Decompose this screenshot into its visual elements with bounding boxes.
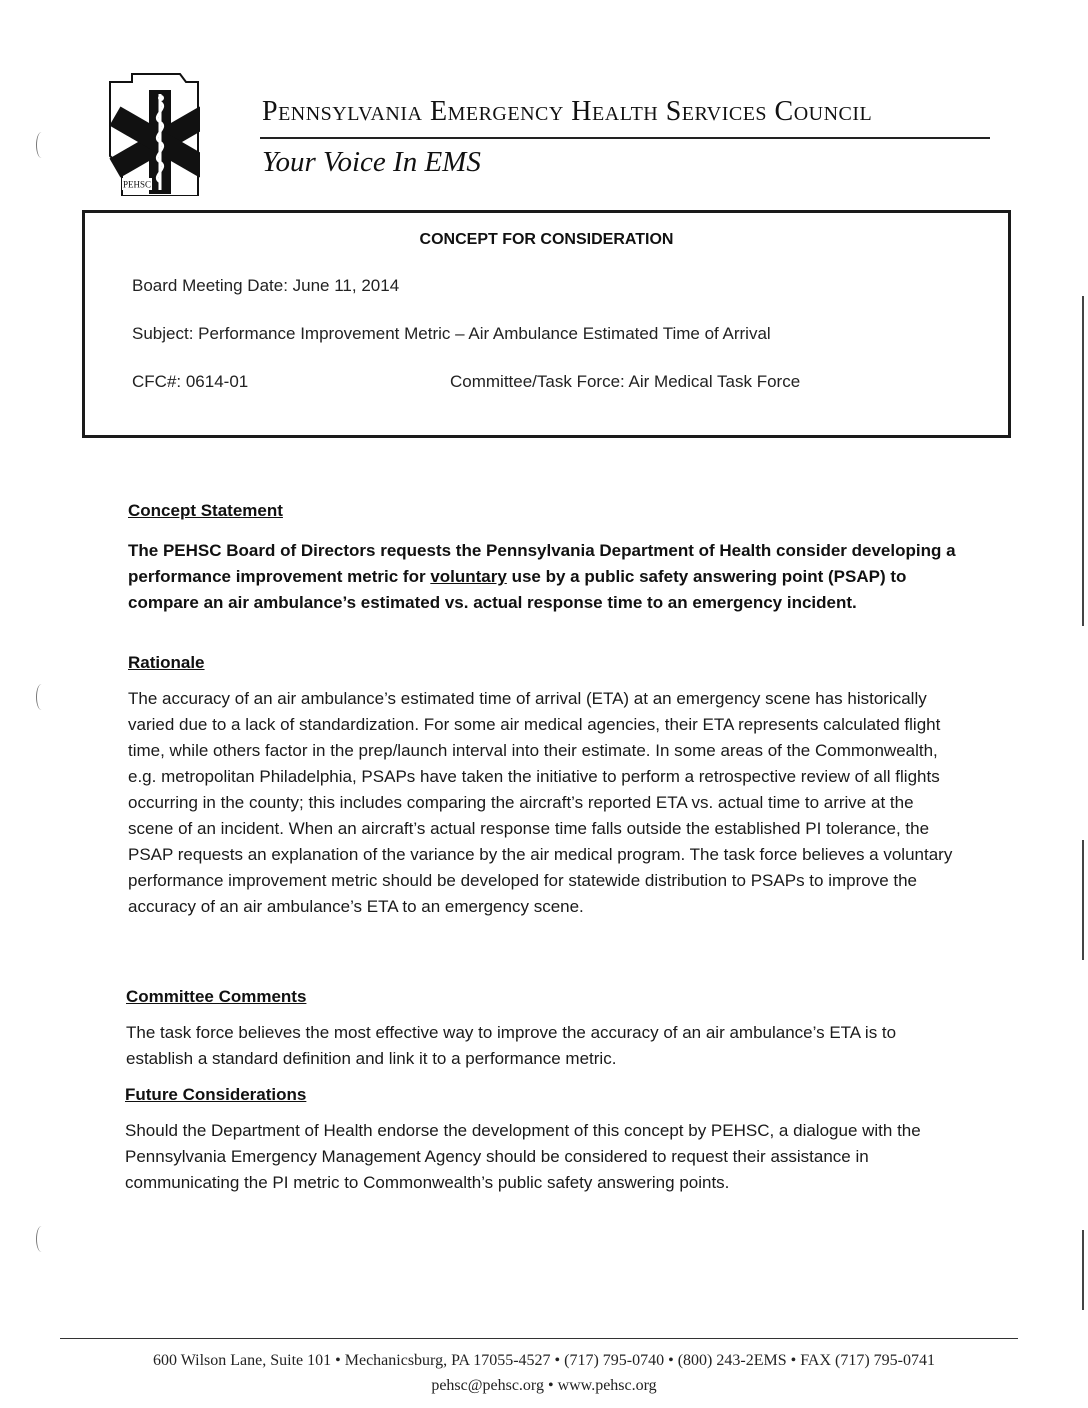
committee-comments-text: The task force believes the most effective way to improve the accuracy of an air ambulance’s ETA is to establish a standard definition and link it to a performance metric. [126, 1023, 897, 1068]
hole-punch-mark [36, 684, 47, 710]
header-rule [260, 137, 990, 139]
concept-statement-text [128, 538, 958, 616]
cfc-number: CFC#: 0614-01 [132, 372, 249, 391]
concept-text-start: The PEHSC Board of Directors requests the Pennsylvania Department of Health consider developing a performance improvement metric for [128, 541, 956, 586]
logo-label: PEHSC [122, 179, 152, 190]
hole-punch-mark [36, 1226, 47, 1252]
organization-name: Pennsylvania Emergency Health Services Council [262, 96, 873, 127]
committee-comments-section [126, 986, 956, 1072]
scan-edge-mark [1082, 840, 1084, 960]
pehsc-star-of-life-logo [100, 72, 200, 196]
section-heading: Committee Comments [126, 987, 307, 1006]
tagline: Your Voice In EMS [262, 146, 481, 178]
future-considerations-section [125, 1084, 955, 1196]
footer-rule [60, 1338, 1018, 1339]
section-heading: Concept Statement [128, 501, 283, 520]
concept-statement-section [128, 500, 958, 616]
subject-line: Subject: Performance Improvement Metric – Air Ambulance Estimated Time of Arrival [132, 324, 771, 343]
footer-contact: pehsc@pehsc.org • www.pehsc.org [431, 1377, 657, 1394]
section-heading: Future Considerations [125, 1085, 307, 1104]
scan-edge-mark [1082, 296, 1084, 626]
hole-punch-mark [36, 132, 47, 158]
voluntary-emphasis: voluntary [430, 567, 507, 586]
rationale-section [128, 652, 958, 920]
board-meeting-date: Board Meeting Date: June 11, 2014 [132, 276, 400, 295]
committee-task-force: Committee/Task Force: Air Medical Task Force [450, 372, 801, 391]
concept-info-box [82, 210, 1011, 438]
concept-text-end: use by a public safety answering point (PSAP) to compare an air ambulance’s estimated vs. actual response time to an emergency incident. [128, 567, 907, 612]
future-considerations-text: Should the Department of Health endorse the development of this concept by PEHSC, a dialogue with the Pennsylvania Emergency Management Agency should be considered to request their assistance in communicating the PI metric to Commonwealth’s public safety answering points. [125, 1121, 921, 1192]
section-heading: Rationale [128, 653, 205, 672]
concept-box-title: CONCEPT FOR CONSIDERATION [419, 231, 674, 248]
footer-address: 600 Wilson Lane, Suite 101 • Mechanicsburg, PA 17055-4527 • (717) 795-0740 • (800) 243-2EMS • FAX (717) 795-0741 [152, 1352, 935, 1369]
rationale-text: The accuracy of an air ambulance’s estimated time of arrival (ETA) at an emergency scene has historically varied due to a lack of standardization. For some air medical agencies, their ETA represents calculated flight time, while others factor in the prep/launch interval into their estimate. In some areas of the Commonwealth, e.g. metropolitan Philadelphia, PSAPs have taken the initiative to perform a retrospective review of all flights occurring in the county; this includes comparing the aircraft’s reported ETA vs. actual time to arrive at the scene of an incident. When an aircraft’s actual response time falls outside the established PI tolerance, the PSAP requests an explanation of the variance by the air medical program. The task force believes a voluntary performance improvement metric should be developed for statewide distribution to PSAPs to improve the accuracy of an air ambulance’s ETA to an emergency scene. [128, 689, 953, 916]
scan-edge-mark [1082, 1230, 1084, 1310]
